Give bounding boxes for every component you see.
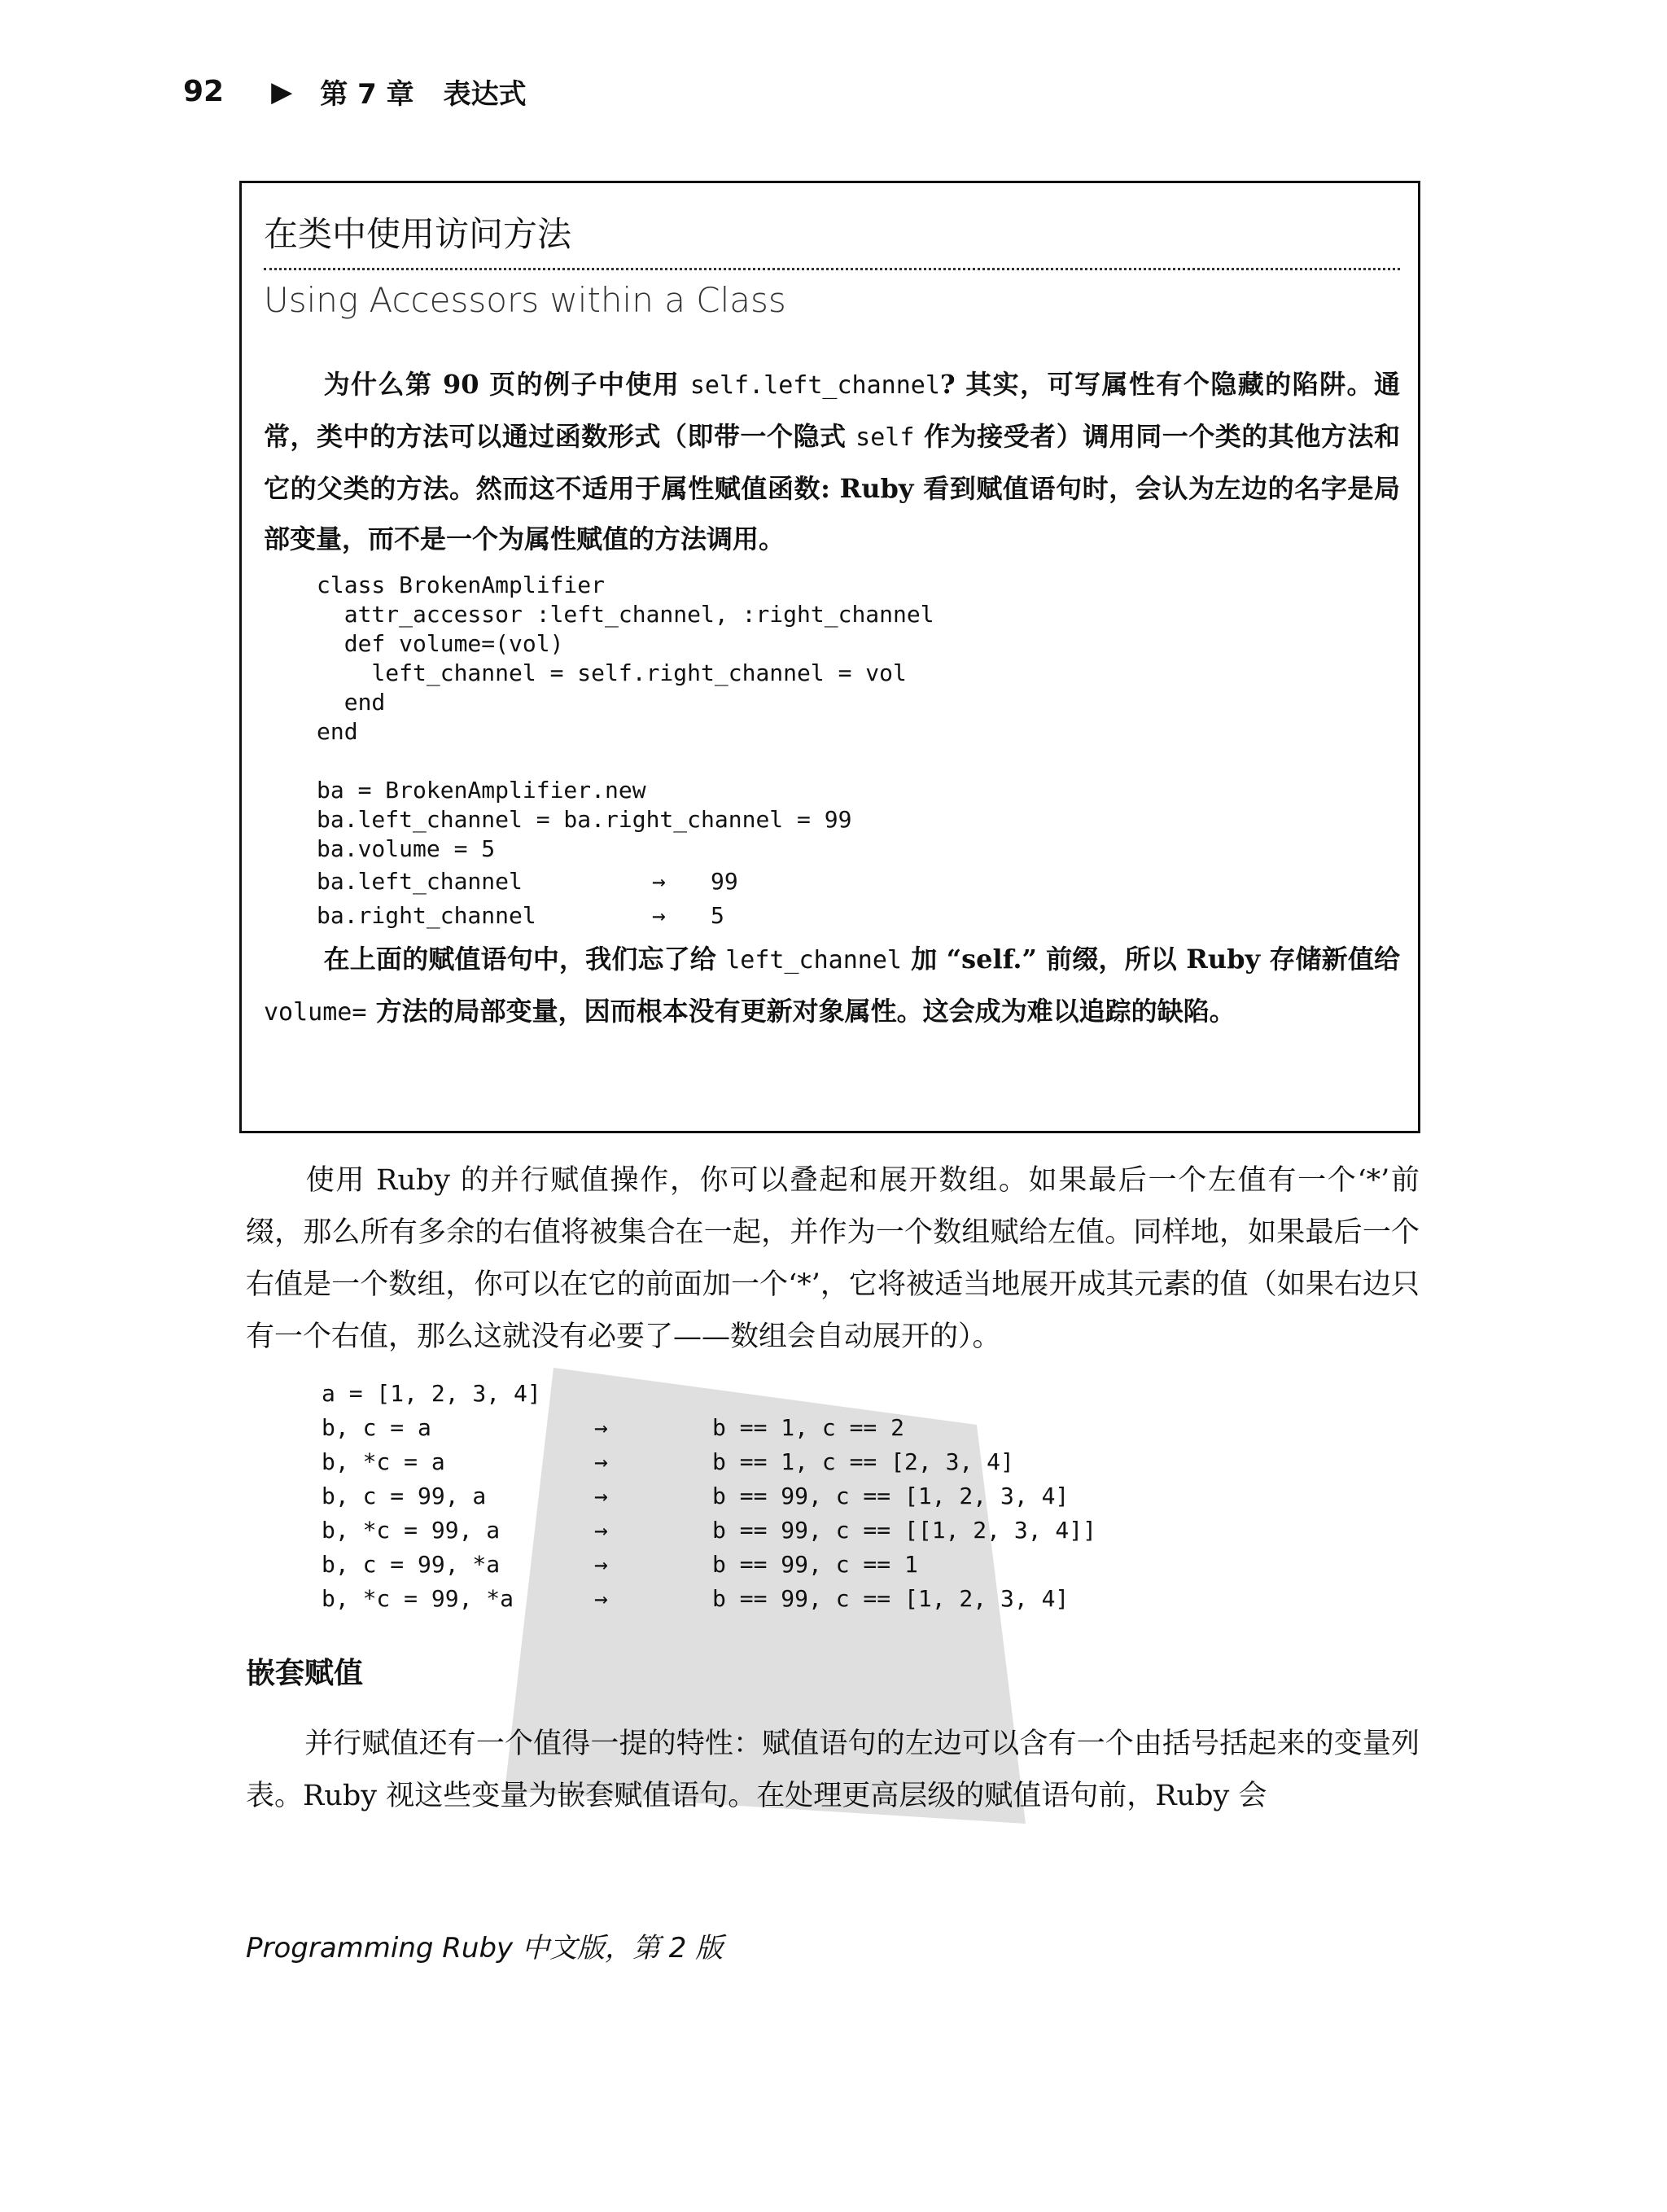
- table-row: b, c = a → b == 1, c == 2: [322, 1413, 905, 1441]
- arrow-icon: →: [594, 1448, 608, 1475]
- sidebar-title-en: Using Accessors within a Class: [264, 280, 786, 320]
- chapter-number: 第 7 章: [320, 78, 414, 111]
- arrow-icon: →: [652, 867, 666, 895]
- result-list: [264, 864, 1400, 932]
- arrow-icon: →: [594, 1482, 608, 1509]
- table-row: b, c = 99, *a → b == 99, c == 1: [322, 1550, 918, 1578]
- arrow-icon: →: [652, 901, 666, 929]
- result-row: ba.left_channel → 99: [317, 867, 738, 895]
- page-number: 92: [183, 75, 225, 108]
- page-footer: Programming Ruby 中文版，第 2 版: [246, 1932, 724, 1965]
- result-row: ba.right_channel → 5: [317, 901, 724, 929]
- table-row: b, *c = 99, *a → b == 99, c == [1, 2, 3, 4]: [322, 1584, 1070, 1612]
- code-block-class: class BrokenAmplifier attr_accessor :left_channel, :right_channel def volume=(vol) left_channel = self.right_channel = vol end end: [317, 572, 934, 745]
- sidebar-paragraph-1: 为什么第 90 页的例子中使用 self.left_channel? 其实，可写属性有个隐藏的陷阱。通常，类中的方法可以通过函数形式（即带一个隐式 self 作为接受者）调用同一个类的其他方法和它的父类的方法。然而这不适用于属性赋值函数: Ruby 看到赋值语句时，会认为左边的名字是局部变量，而不是一个为属性赋值的方法调用。: [264, 369, 1400, 554]
- arrow-icon: →: [594, 1516, 608, 1544]
- sidebar-box: [239, 181, 1420, 1133]
- assignment-table: [322, 1376, 1096, 1615]
- body-paragraph-2: 并行赋值还有一个值得一提的特性：赋值语句的左边可以含有一个由括号括起来的变量列表。Ruby 视这些变量为嵌套赋值语句。在处理更高层级的赋值语句前，Ruby 会: [246, 1728, 1420, 1812]
- arrow-icon: →: [594, 1550, 608, 1578]
- chapter-title: 表达式: [443, 78, 527, 111]
- sidebar-title-cn: 在类中使用访问方法: [264, 208, 1400, 270]
- arrow-icon: →: [594, 1584, 608, 1612]
- sidebar-paragraph-2: 在上面的赋值语句中，我们忘了给 left_channel 加 “self.” 前缀，所以 Ruby 存储新值给 volume= 方法的局部变量，因而根本没有更新对象属性。这会成为难以追踪的缺陷。: [264, 944, 1400, 1027]
- body-paragraph-1: 使用 Ruby 的并行赋值操作，你可以叠起和展开数组。如果最后一个左值有一个‘*’前缀，那么所有多余的右值将被集合在一起，并作为一个数组赋给左值。同样地，如果最后一个右值是一个数组，你可以在它的前面加一个‘*’，它将被适当地展开成其元素的值（如果右边只有一个右值，那么这就没有必要了——数组会自动展开的）。: [246, 1164, 1420, 1353]
- table-row: a = [1, 2, 3, 4]: [322, 1379, 541, 1407]
- table-row: b, *c = 99, a → b == 99, c == [[1, 2, 3, 4]]: [322, 1516, 1097, 1544]
- play-marker-icon: ▶: [271, 75, 293, 108]
- running-header: [183, 72, 527, 112]
- table-row: b, c = 99, a → b == 99, c == [1, 2, 3, 4]: [322, 1482, 1070, 1509]
- table-row: b, *c = a → b == 1, c == [2, 3, 4]: [322, 1448, 1014, 1475]
- section-heading: 嵌套赋值: [246, 1657, 364, 1690]
- code-block-usage: ba = BrokenAmplifier.new ba.left_channel = ba.right_channel = 99 ba.volume = 5: [317, 777, 852, 862]
- arrow-icon: →: [594, 1413, 608, 1441]
